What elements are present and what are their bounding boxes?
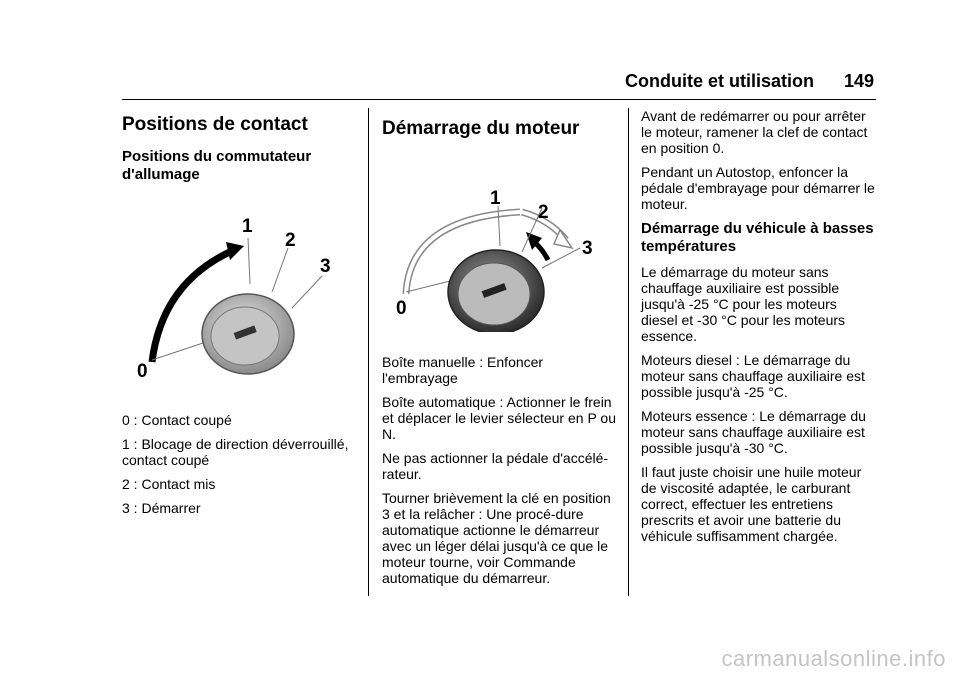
section-heading-positions: Positions de contact [122,114,308,135]
paragraph: Avant de redémarrer ou pour arrêter le moteur, ramener la clef de contact en position 0. [641,108,868,156]
paragraph: Ne pas actionner la pédale d'accélé-rateur. [382,450,609,482]
engine-start-text [382,354,618,586]
page-number: 149 [843,71,874,91]
position-label-1: 1 [242,216,253,237]
paragraph: Pendant un Autostop, enfoncer la pédale d'embrayage pour démarrer le moteur. [641,164,875,212]
paragraph: Il faut juste choisir une huile moteur de viscosité adaptée, le carburant correct, effectuer les entretiens prescrits et avoir une batterie du véhicule suffisamment chargée. [641,464,862,544]
legend-item: 2 : Contact mis [122,476,216,492]
legend-item: 1 : Blocage de direction déverrouillé, contact coupé [122,436,349,468]
paragraph: Moteurs diesel : Le démarrage du moteur sans chauffage auxiliaire est possible jusqu'à -25 °C. [641,352,865,400]
paragraph: Tourner brièvement la clé en position 3 et la relâcher : Une procé-dure automatique actionne le démarreur avec un léger délai jusqu'à ce que le moteur tourne, voir Commande automatique du démarreur. [382,490,611,586]
column-divider-1 [368,108,369,596]
watermark: carmanualsonline.info [721,646,946,671]
position-label-3: 3 [582,238,593,259]
ignition-switch-figure [122,212,358,402]
section-heading-engine-start: Démarrage du moteur [382,118,580,139]
positions-legend [122,412,358,516]
running-header-title: Conduite et utilisation [625,71,814,91]
position-label-2: 2 [285,230,296,251]
position-label-0: 0 [396,298,407,319]
header-divider [122,99,876,100]
paragraph: Boîte manuelle : Enfoncer l'embrayage [382,354,544,386]
subheading-low-temperature: Démarrage du véhicule à basses températures [641,220,874,255]
paragraph: Le démarrage du moteur sans chauffage auxiliaire est possible jusqu'à -25 °C pour les moteurs diesel et -30 °C pour les moteurs essence. [641,264,846,344]
position-label-1: 1 [490,188,501,209]
column-1 [122,108,358,524]
paragraph: Moteurs essence : Le démarrage du moteur sans chauffage auxiliaire est possible jusqu'à -30 °C. [641,408,866,456]
paragraph: Boîte automatique : Actionner le frein et déplacer le levier sélecteur en P ou N. [382,394,616,442]
column-divider-2 [628,108,629,596]
position-label-0: 0 [137,361,148,382]
engine-start-figure [382,152,618,332]
position-label-2: 2 [538,202,549,223]
column-2 [382,112,618,594]
column-3 [641,108,877,552]
legend-item: 3 : Démarrer [122,500,201,516]
legend-item: 0 : Contact coupé [122,412,232,428]
subheading-ignition-positions: Positions du commutateur d'allumage [122,148,312,183]
position-label-3: 3 [320,256,331,277]
